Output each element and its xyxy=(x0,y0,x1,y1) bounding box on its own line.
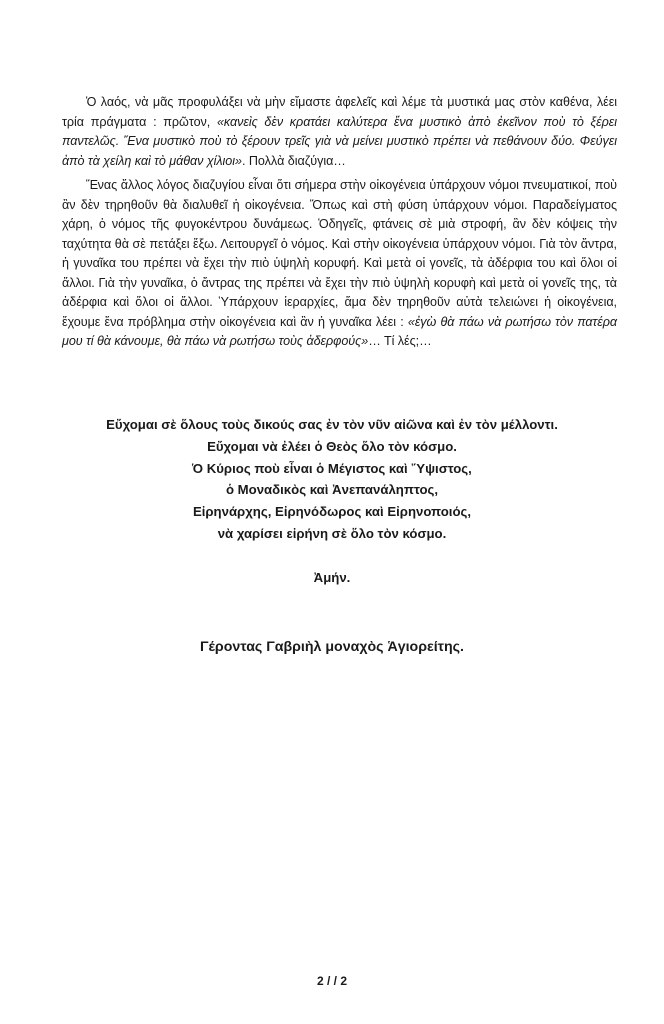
blessing-line: Εὔχομαι σὲ ὅλους τοὺς δικούς σας ἐν τὸν νῦν αἰῶνα καὶ ἐν τὸν μέλλοντι. xyxy=(106,417,558,432)
signature: Γέροντας Γαβριὴλ μοναχὸς Ἁγιορείτης. xyxy=(200,639,464,655)
paragraph-2 xyxy=(62,176,617,352)
paragraph-1-text-end: . Πολλὰ διαζύγια… xyxy=(241,153,346,168)
paragraph-2-text-start: Ἕνας ἄλλος λόγος διαζυγίου εἶναι ὅτι σήμερα στὴν οἰκογένεια ὑπάρχουν νόμοι πνευματικοί, ποὺ ἂν δὲν τηρηθοῦν θὰ διαλυθεῖ ἡ οἰκογένεια. Ὅπως καὶ στὴ φύση ὑπάρχουν νόμοι. Παραδείγματος χάρη, ὁ νόμος τῆς φυγοκέντρου δυνάμεως. Ὁδηγεῖς, φτάνεις σὲ μιὰ στροφή, ἂν δὲν κόψεις τὴν ταχύτητα θὰ σὲ πετάξει ἔξω. Λειτουργεῖ ὁ νόμος. Καὶ στὴν οἰκογένεια ὑπάρχουν νόμοι. Γιὰ τὸν ἄντρα, ἡ γυναῖκα του πρέπει νὰ ἔχει τὴν πιὸ ὑψηλὴ κορυφή. Καὶ μετὰ οἱ γονεῖς, τὰ ἀδέρφια του καὶ ὅλοι οἱ ἄλλοι. Γιὰ τὴν γυναῖκα, ὁ ἄντρας της πρέπει νὰ ἔχει τὴν πιὸ ὑψηλὴ κορυφὴ καὶ μετὰ οἱ γονεῖς της, τὰ ἀδέρφια καὶ ὅλοι οἱ ἄλλοι. Ὑπάρχουν ἱεραρχίες, ἅμα δὲν τηρηθοῦν αὐτὰ τελειώνει ἡ οἰκογένεια, ἔχουμε ἕνα πρόβλημα στὴν οἰκογένεια καὶ ἂν ἡ γυναῖκα λέει : xyxy=(62,178,617,329)
closing-blessing xyxy=(0,414,664,545)
blessing-line: ὁ Μοναδικὸς καὶ Ἀνεπανάληπτος, xyxy=(225,482,439,498)
paragraph-1-text-start: Ὁ λαός, νὰ μᾶς προφυλάξει νὰ μὴν εἴμαστε ἀφελεῖς καὶ λέμε τὰ μυστικά μας στὸν καθένα, λέει τρία πράγματα : πρῶτον, xyxy=(62,95,617,129)
amen-line: Ἀμήν. xyxy=(313,570,351,585)
paragraph-2-quote: «ἐγὼ θὰ πάω νὰ ρωτήσω τὸν πατέρα μου τί θὰ κάνουμε, θὰ πάω νὰ ρωτήσω τοὺς ἀδερφούς» xyxy=(62,314,617,348)
paragraph-1 xyxy=(62,93,617,171)
paragraph-1-quote: «κανεὶς δὲν κρατάει καλύτερα ἕνα μυστικὸ ἀπὸ ἐκεῖνον ποὺ τὸ ξέρει παντελῶς. Ἕνα μυστικὸ ποὺ τὸ ξέρουν τρεῖς γιὰ νὰ μείνει μυστικὸ πρέπει νὰ πεθάνουν δύο. Φεύγει ἀπὸ τὰ χείλη καὶ τὸ μάθαν χίλιοι» xyxy=(62,114,617,168)
blessing-line: νὰ χαρίσει εἰρήνη σὲ ὅλο τὸν κόσμο. xyxy=(217,525,447,541)
blessing-line: Ὁ Κύριος ποὺ εἶναι ὁ Μέγιστος καὶ Ὕψιστος, xyxy=(192,460,472,476)
page-number: 2 / / 2 xyxy=(316,974,348,988)
blessing-line: Εἰρηνάρχης, Εἰρηνόδωρος καὶ Εἰρηνοποιός, xyxy=(192,504,472,520)
blessing-line: Εὔχομαι νὰ ἐλέει ὁ Θεὸς ὅλο τὸν κόσμο. xyxy=(207,438,457,454)
paragraph-2-text-end: … Τί λές;… xyxy=(368,334,432,348)
